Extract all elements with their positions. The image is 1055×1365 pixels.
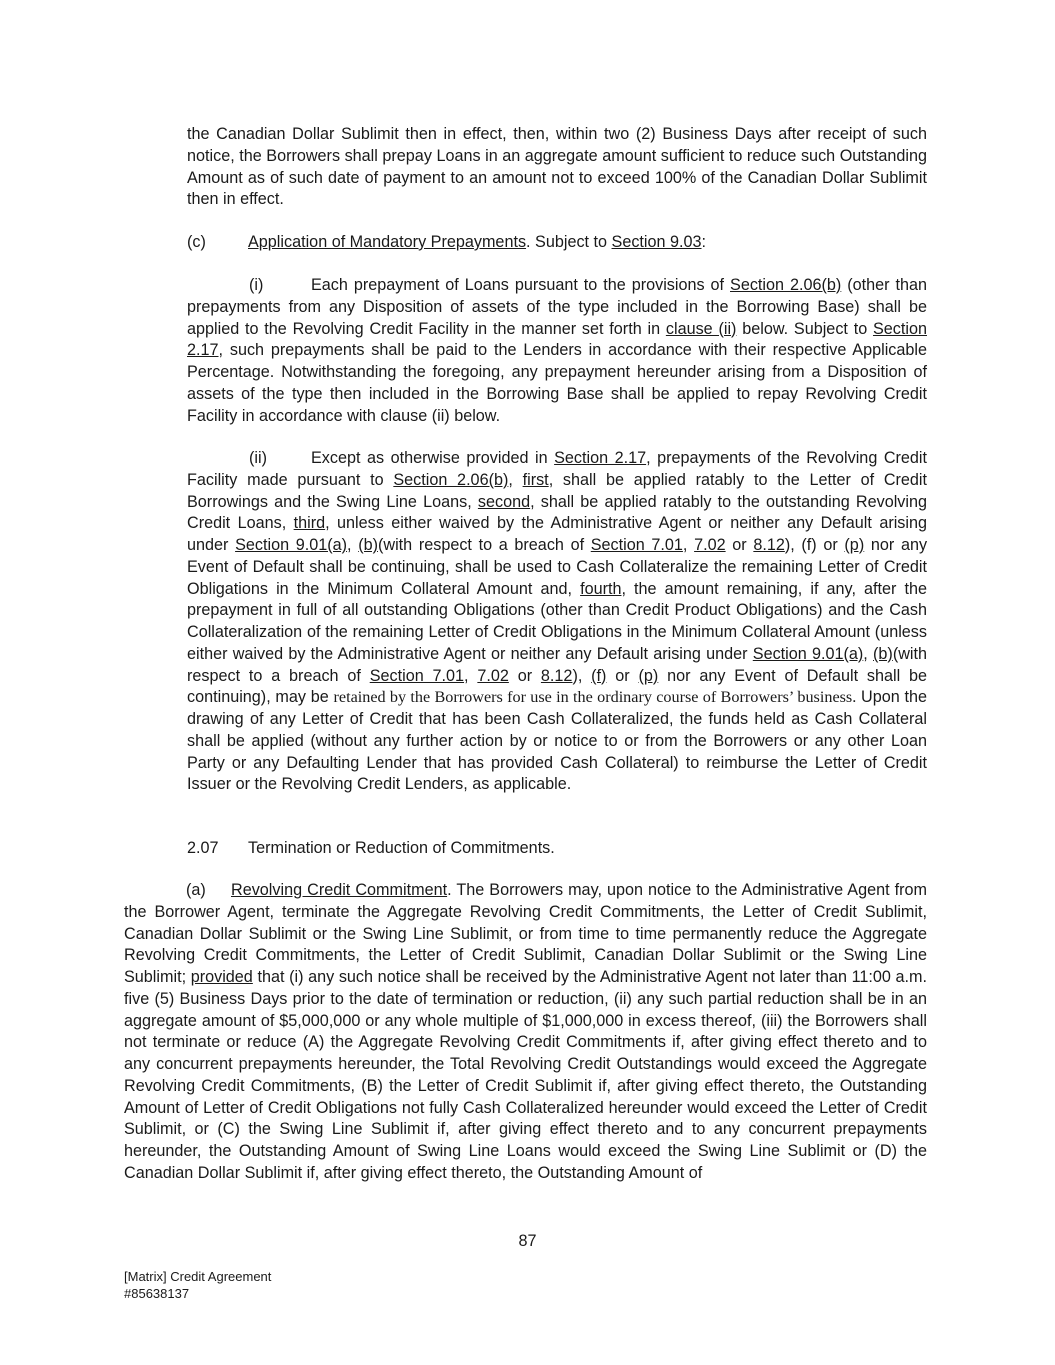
text-run: nor any Event of Default shall be continuing), may be [187, 666, 928, 707]
paragraph-a-revolving-credit-commitment [124, 880, 927, 1185]
section-reference: (b) [873, 644, 893, 663]
text-run: below. Subject to [736, 319, 873, 338]
ordinal-first: first [522, 470, 549, 489]
page-number: 87 [518, 1232, 537, 1250]
section-reference: 8.12 [540, 666, 573, 685]
text-run: or [508, 666, 541, 685]
text-run: , [682, 536, 695, 554]
text-run: (with respect to a breach of [378, 536, 591, 554]
text-run: , [863, 644, 874, 663]
paragraph-c-ii [187, 448, 927, 796]
text-run: , such prepayments shall be paid to the Lenders in accordance with their respective Applicable Percentage. Notwithstanding the foregoing, any prepayment hereunder arising from a Disposition of assets of the type then included in the Borrowing Base shall be applied to repay Revolving Credit Facility in accordance with clause (ii) below. [187, 341, 927, 425]
section-title: Termination or Reduction of Commitments. [248, 839, 555, 857]
text-run: that (i) any such notice shall be received by the Administrative Agent not later than 11:00 a.m. five (5) Business Days prior to the date of termination or reduction, (ii) any such partial reduction shall be in an aggregate amount of $5,000,000 or any whole multiple of $1,000,000 in excess thereof, (iii) the Borrowers shall not terminate or reduce (A) the Aggregate Revolving Credit Commitments if, after giving effect thereto and to any concurrent prepayments hereunder, the Total Revolving Credit Outstandings would exceed the Aggregate Revolving Credit Commitments, (B) the Letter of Credit Sublimit if, after giving effect thereto, the Outstanding Amount of Letter of Credit Obligations not fully Cash Collateralized hereunder would exceed the Letter of Credit Sublimit, or (C) the Swing Line Sublimit if, after giving effect thereto and to any concurrent prepayments hereunder, the Outstanding Amount of Swing Line Loans would exceed the Swing Line Sublimit or (D) the Canadian Dollar Sublimit if, after giving effect thereto, the Outstanding Amount of [124, 968, 928, 1182]
ordinal-second: second [477, 492, 531, 511]
section-reference: Section 2.06(b) [730, 276, 842, 294]
footer-document-id: #85638137 [124, 1286, 190, 1301]
text-run: , [347, 536, 359, 554]
clause-reference: clause (ii) [665, 319, 737, 338]
section-reference: Section 9.01(a) [235, 536, 348, 554]
provided-term: provided [190, 968, 253, 986]
text-run: , [508, 470, 523, 489]
text-run: , [464, 666, 478, 685]
section-number: 2.07 [187, 839, 219, 857]
ordinal-third: third [293, 514, 326, 533]
text-run: , the amount remaining, if any, after the prepayment in full of all outstanding Obligations (other than Credit Product Obligations) and the Cash Collateralization of the remaining Letter of Credit Obligations in the Minimum Collateral Amount (unless either waived by the Administrative Agent or neither any Default arising under [187, 579, 927, 663]
text-run: , prepayments of the Revolving Credit Facility made pursuant to [187, 449, 928, 489]
text-run: Upon the drawing of any Letter of Credit that has been Cash Collateralized, the funds held as Cash Collateral shall be applied (without any further action by or notice to or from the Borrowers or any other Loan Party or any Defaulting Lender that has provided Cash Collateral) to reimburse the Letter of Credit Issuer or the Revolving Credit Lenders, as applicable. [187, 688, 927, 794]
text-run: . Subject to [526, 233, 612, 251]
section-heading-2-07 [187, 838, 927, 860]
section-reference: Section 7.01 [369, 666, 465, 685]
clause-heading: Revolving Credit Commitment [231, 881, 448, 899]
text-run: (with respect to a breach of [187, 644, 928, 685]
section-reference: Section 9.01(a) [752, 644, 864, 663]
paragraph-canadian-dollar-sublimit: the Canadian Dollar Sublimit then in effect, then, within two (2) Business Days after receipt of such notice, the Borrowers shall prepay Loans in an aggregate amount sufficient to reduce such Outstanding Amount as of such date of payment to an amount not to exceed 100% of the Canadian Dollar Sublimit then in effect. [187, 125, 927, 209]
clause-heading: Application of Mandatory Prepayments [248, 233, 527, 251]
clause-label: (i) [249, 276, 264, 294]
document-footer [124, 1268, 271, 1302]
footer-document-title: [Matrix] Credit Agreement [124, 1269, 272, 1284]
text-run: or [606, 666, 639, 685]
paragraph-c-application-of-mandatory-prepayments [187, 232, 927, 254]
text-run: , shall be applied ratably to the outstanding Revolving Credit Loans, [187, 492, 927, 533]
section-reference: 8.12 [753, 536, 785, 554]
section-reference: Section 7.01 [590, 536, 683, 554]
section-reference: (b) [358, 536, 378, 554]
text-run: Except as otherwise provided in [311, 449, 555, 467]
clause-label: (ii) [249, 449, 267, 467]
section-reference: (f) [591, 666, 607, 685]
text-run: ), (f) or [784, 536, 845, 554]
section-reference: Section 2.17 [187, 319, 927, 360]
text-run: (other than prepayments from any Disposition of assets of the type included in the Borrowing Base) shall be applied to the Revolving Credit Facility in the manner set forth in [187, 276, 927, 338]
section-reference: Section 2.17 [554, 449, 647, 467]
section-reference: 7.02 [477, 666, 509, 685]
section-reference: (p) [638, 666, 659, 685]
text-run: , shall be applied ratably to the Letter of Credit Borrowings and the Swing Line Loans, [187, 470, 928, 511]
paragraph-c-i [187, 275, 927, 427]
text-run: , unless either waived by the Administrative Agent or neither any Default arising under [187, 514, 928, 554]
text-run: : [701, 233, 707, 251]
clause-label: (a) [186, 881, 206, 899]
section-reference: 7.02 [694, 536, 726, 554]
serif-text-run: retained by the Borrowers for use in the ordinary course of Borrowers’ business. [333, 688, 857, 707]
clause-label: (c) [187, 233, 206, 251]
section-reference: Section 9.03 [611, 233, 702, 251]
section-reference: (p) [844, 536, 865, 554]
text-run: or [725, 536, 754, 554]
text-run: . The Borrowers may, upon notice to the Administrative Agent from the Borrower Agent, terminate the Aggregate Revolving Credit Commitments, the Letter of Credit Sublimit, Canadian Dollar Sublimit or the Swing Line Sublimit, or from time to time permanently reduce the Aggregate Revolving Credit Commitments, the Letter of Credit Sublimit, Canadian Dollar Sublimit or the Swing Line Sublimit; [124, 881, 927, 986]
text-run: Each prepayment of Loans pursuant to the provisions of [311, 276, 731, 294]
text-run: ), [572, 666, 592, 685]
text-run: nor any Event of Default shall be continuing, shall be used to Cash Collateralize the remaining Letter of Credit Obligations in the Minimum Collateral Amount and, [187, 536, 928, 598]
section-reference: Section 2.06(b) [393, 470, 509, 489]
ordinal-fourth: fourth [580, 579, 622, 598]
